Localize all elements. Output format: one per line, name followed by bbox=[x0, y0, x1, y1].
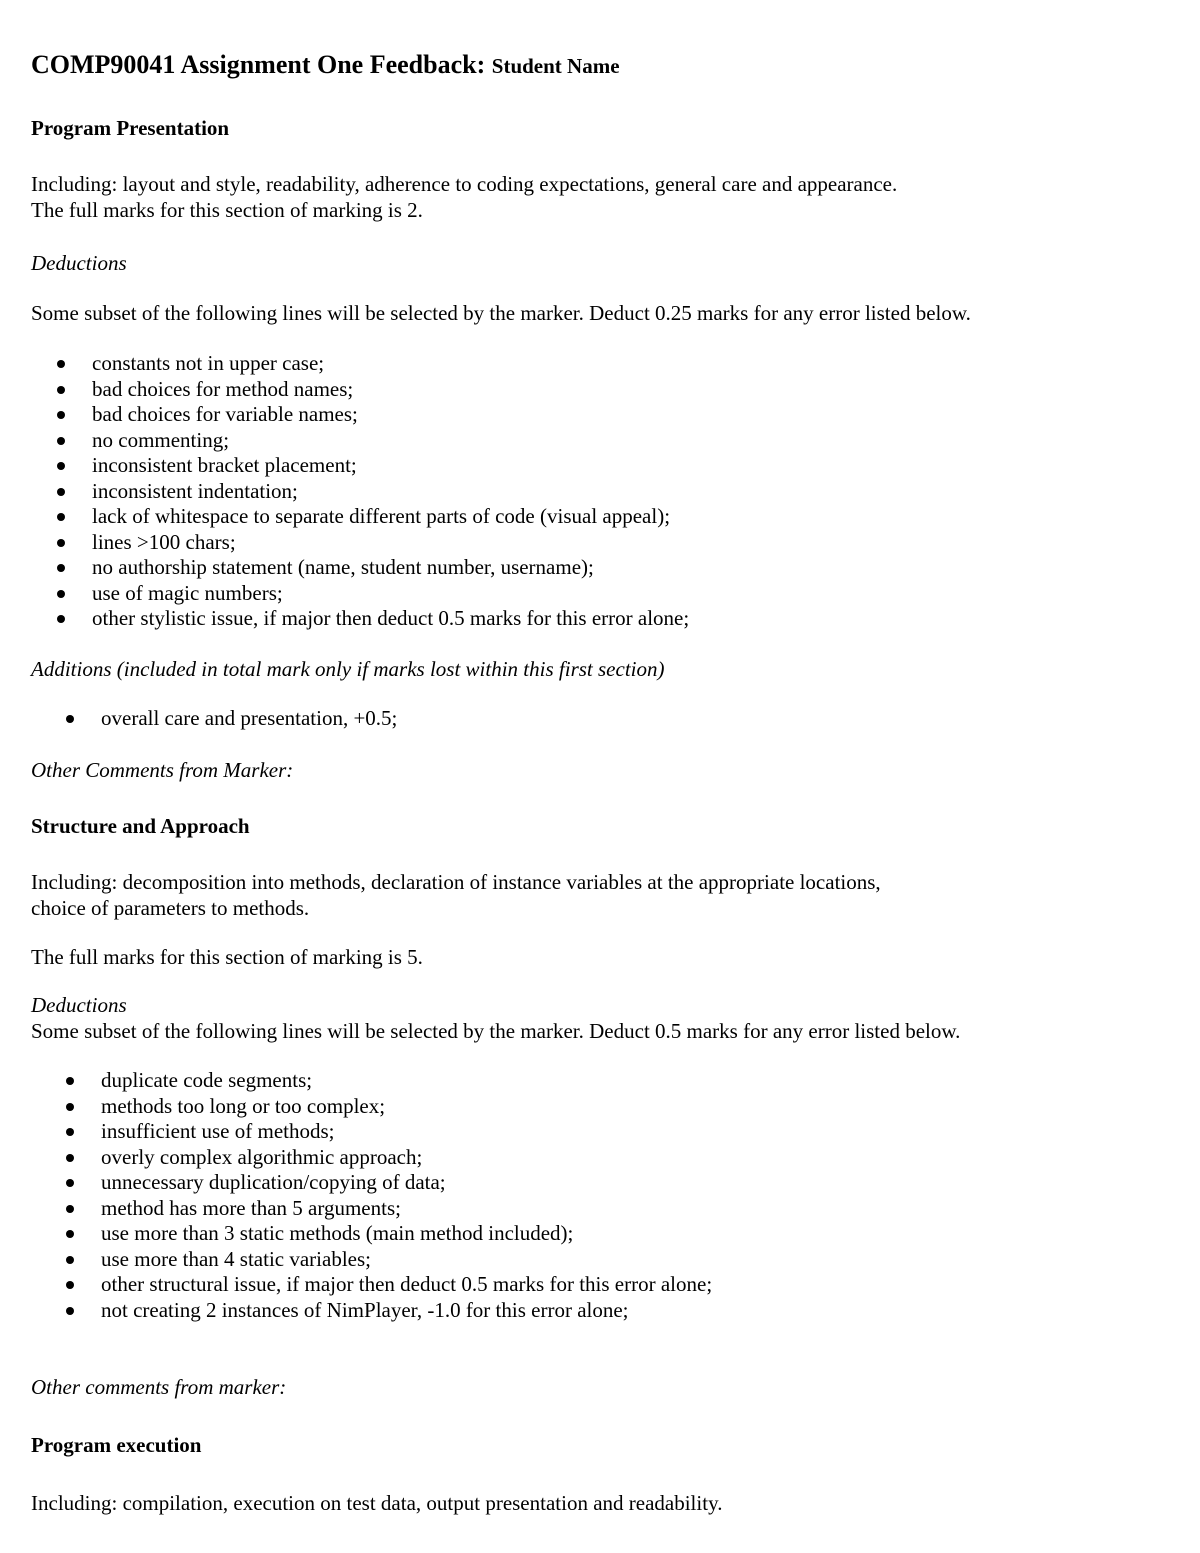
list-item: bad choices for variable names; bbox=[57, 402, 689, 428]
list-item: use more than 3 static methods (main method included); bbox=[66, 1221, 712, 1247]
structure-deductions-label: Deductions bbox=[31, 993, 127, 1017]
section-heading-execution: Program execution bbox=[31, 1433, 202, 1457]
structure-comments-label: Other comments from marker: bbox=[31, 1375, 287, 1399]
execution-intro-line1: Including: compilation, execution on test data, output presentation and readability. bbox=[31, 1491, 723, 1515]
list-item: method has more than 5 arguments; bbox=[66, 1196, 712, 1222]
section-heading-presentation: Program Presentation bbox=[31, 116, 230, 140]
bullet-icon bbox=[57, 437, 65, 445]
title-student-name: Student Name bbox=[491, 54, 620, 78]
structure-deductions-intro: Some subset of the following lines will be selected by the marker. Deduct 0.5 marks for any error listed below. bbox=[31, 1019, 961, 1043]
bullet-icon bbox=[66, 1128, 74, 1136]
presentation-intro-line1: Including: layout and style, readability, adherence to coding expectations, general care and appearance. bbox=[31, 172, 898, 196]
bullet-icon bbox=[66, 1205, 74, 1213]
bullet-icon bbox=[57, 539, 65, 547]
bullet-icon bbox=[66, 1230, 74, 1238]
list-item: unnecessary duplication/copying of data; bbox=[66, 1170, 712, 1196]
bullet-icon bbox=[57, 513, 65, 521]
presentation-deductions-list bbox=[57, 351, 689, 632]
presentation-comments-label: Other Comments from Marker: bbox=[31, 758, 294, 782]
list-item: bad choices for method names; bbox=[57, 377, 689, 403]
list-item: inconsistent bracket placement; bbox=[57, 453, 689, 479]
document-title bbox=[31, 50, 620, 80]
presentation-deductions-intro: Some subset of the following lines will be selected by the marker. Deduct 0.25 marks for any error listed below. bbox=[31, 301, 971, 325]
presentation-intro-line2: The full marks for this section of marking is 2. bbox=[31, 198, 423, 222]
bullet-icon bbox=[66, 1179, 74, 1187]
bullet-icon bbox=[66, 1103, 74, 1111]
bullet-icon bbox=[57, 590, 65, 598]
bullet-icon bbox=[66, 1154, 74, 1162]
list-item: constants not in upper case; bbox=[57, 351, 689, 377]
structure-intro-line1: Including: decomposition into methods, declaration of instance variables at the appropriate locations, bbox=[31, 870, 881, 894]
bullet-icon bbox=[57, 386, 65, 394]
list-item: lack of whitespace to separate different parts of code (visual appeal); bbox=[57, 504, 689, 530]
bullet-icon bbox=[57, 564, 65, 572]
list-item: overly complex algorithmic approach; bbox=[66, 1145, 712, 1171]
list-item: not creating 2 instances of NimPlayer, -1.0 for this error alone; bbox=[66, 1298, 712, 1324]
presentation-additions-list bbox=[66, 706, 397, 732]
bullet-icon bbox=[57, 360, 65, 368]
list-item: other stylistic issue, if major then deduct 0.5 marks for this error alone; bbox=[57, 606, 689, 632]
bullet-icon bbox=[57, 411, 65, 419]
bullet-icon bbox=[57, 462, 65, 470]
presentation-deductions-label: Deductions bbox=[31, 251, 127, 275]
list-item: lines >100 chars; bbox=[57, 530, 689, 556]
list-item: methods too long or too complex; bbox=[66, 1094, 712, 1120]
bullet-icon bbox=[66, 1281, 74, 1289]
list-item: other structural issue, if major then deduct 0.5 marks for this error alone; bbox=[66, 1272, 712, 1298]
list-item: use more than 4 static variables; bbox=[66, 1247, 712, 1273]
list-item: inconsistent indentation; bbox=[57, 479, 689, 505]
list-item: no commenting; bbox=[57, 428, 689, 454]
bullet-icon bbox=[66, 1307, 74, 1315]
presentation-additions-label: Additions (included in total mark only if marks lost within this first section) bbox=[31, 657, 665, 681]
structure-intro-line2: choice of parameters to methods. bbox=[31, 896, 310, 920]
list-item: use of magic numbers; bbox=[57, 581, 689, 607]
list-item: duplicate code segments; bbox=[66, 1068, 712, 1094]
list-item: overall care and presentation, +0.5; bbox=[66, 706, 397, 732]
list-item: insufficient use of methods; bbox=[66, 1119, 712, 1145]
bullet-icon bbox=[66, 1256, 74, 1264]
section-heading-structure: Structure and Approach bbox=[31, 814, 250, 838]
bullet-icon bbox=[57, 488, 65, 496]
bullet-icon bbox=[66, 1077, 74, 1085]
bullet-icon bbox=[57, 615, 65, 623]
title-main: COMP90041 Assignment One Feedback: bbox=[31, 50, 486, 79]
list-item: no authorship statement (name, student number, username); bbox=[57, 555, 689, 581]
structure-deductions-list bbox=[66, 1068, 712, 1323]
structure-full-marks: The full marks for this section of marking is 5. bbox=[31, 945, 423, 969]
bullet-icon bbox=[66, 715, 74, 723]
